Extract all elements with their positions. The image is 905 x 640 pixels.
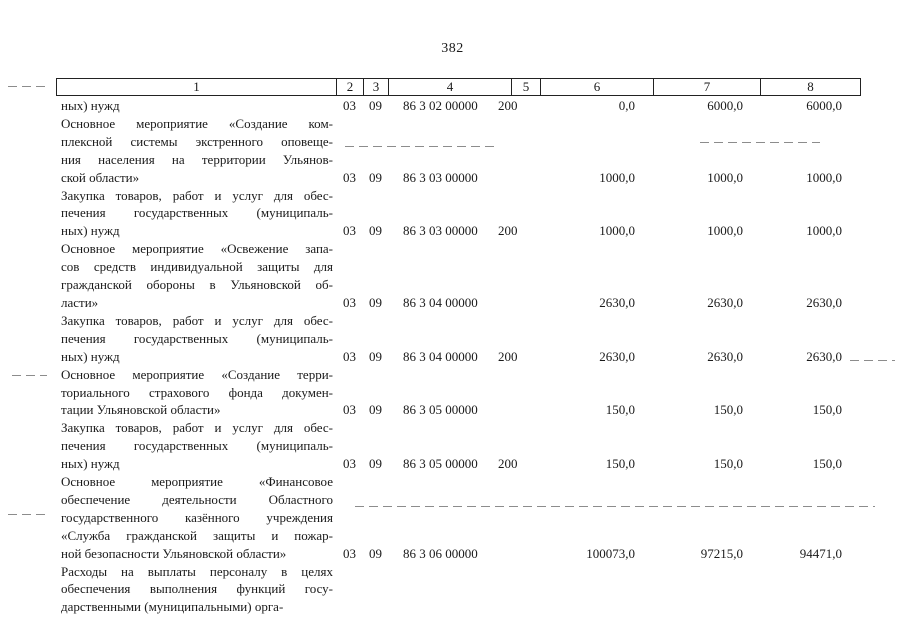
amount-col-8: 1000,0: [806, 169, 842, 185]
amount-col-6: 100073,0: [586, 545, 635, 561]
amount-col-7: 6000,0: [707, 98, 743, 113]
target-article-code: 86 3 04 00000: [403, 294, 478, 310]
table-row: [0, 97, 905, 115]
amount-col-8: 2630,0: [806, 348, 842, 364]
amount-col-6: 2630,0: [599, 348, 635, 364]
row-description: [61, 97, 333, 115]
row-description: [61, 240, 333, 312]
description-line: Основное мероприятие «Освежение запа-: [61, 241, 333, 257]
column-header-4: 4: [389, 79, 512, 96]
scan-artifact-line: [355, 506, 875, 507]
amount-col-7: 2630,0: [707, 348, 743, 364]
scan-artifact-line: [8, 514, 48, 515]
row-description: [61, 419, 333, 473]
table-row: [0, 473, 905, 563]
description-line: Закупка товаров, работ и услуг для обес-: [61, 187, 333, 203]
amount-col-6: 0,0: [618, 98, 635, 113]
amount-col-6: 1000,0: [599, 223, 635, 239]
target-article-code: 86 3 05 00000: [403, 402, 478, 418]
expense-type-code: 200: [498, 223, 518, 239]
column-header-3: 3: [364, 79, 389, 96]
amount-col-7: 1000,0: [707, 223, 743, 239]
description-line: ласти»: [61, 294, 99, 310]
section-code: 03: [343, 98, 356, 113]
table-row: [0, 115, 905, 187]
description-line: гражданской обороны в Ульяновской об-: [61, 277, 333, 293]
amount-col-8: 2630,0: [806, 294, 842, 310]
column-header-table: [56, 78, 861, 96]
subsection-code: 09: [369, 456, 382, 472]
description-line: ных) нужд: [61, 348, 120, 364]
table-row: [0, 312, 905, 366]
description-line: Закупка товаров, работ и услуг для обес-: [61, 420, 333, 436]
description-line: государственного казённого учреждения: [61, 509, 333, 525]
row-description: [61, 473, 333, 563]
target-article-code: 86 3 02 00000: [403, 98, 478, 113]
table-row: [0, 187, 905, 241]
amount-col-6: 2630,0: [599, 294, 635, 310]
section-code: 03: [343, 169, 356, 185]
description-line: «Служба гражданской защиты и пожар-: [61, 527, 333, 543]
description-line: тации Ульяновской области»: [61, 402, 221, 418]
description-line: обеспечения выполнения функций госу-: [61, 581, 333, 597]
row-description: [61, 366, 333, 420]
expense-type-code: 200: [498, 456, 518, 472]
description-line: печения государственных (муниципаль-: [61, 438, 333, 454]
column-header-8: 8: [761, 79, 861, 96]
subsection-code: 09: [369, 348, 382, 364]
column-header-row: [57, 79, 861, 96]
row-description: [61, 115, 333, 187]
description-line: ных) нужд: [61, 98, 120, 113]
table-row: [0, 240, 905, 312]
target-article-code: 86 3 04 00000: [403, 348, 478, 364]
amount-col-7: 97215,0: [700, 545, 743, 561]
amount-col-6: 150,0: [605, 402, 635, 418]
description-line: Основное мероприятие «Создание терри-: [61, 366, 333, 382]
description-line: печения государственных (муниципаль-: [61, 205, 333, 221]
description-line: сов средств индивидуальной защиты для: [61, 259, 333, 275]
section-code: 03: [343, 348, 356, 364]
expense-type-code: 200: [498, 348, 518, 364]
column-header-7: 7: [654, 79, 761, 96]
amount-col-8: 150,0: [812, 456, 842, 472]
table-row: [0, 563, 905, 617]
amount-col-7: 150,0: [713, 402, 743, 418]
section-code: 03: [343, 402, 356, 418]
target-article-code: 86 3 06 00000: [403, 545, 478, 561]
description-line: Расходы на выплаты персоналу в целях: [61, 563, 333, 579]
description-line: ториального страхового фонда докумен-: [61, 384, 333, 400]
budget-table-body: [0, 97, 905, 616]
row-description: [61, 312, 333, 366]
section-code: 03: [343, 223, 356, 239]
description-line: ской области»: [61, 169, 140, 185]
subsection-code: 09: [369, 294, 382, 310]
description-line: Закупка товаров, работ и услуг для обес-: [61, 312, 333, 328]
amount-col-8: 94471,0: [799, 545, 842, 561]
subsection-code: 09: [369, 169, 382, 185]
expense-type-code: 200: [498, 98, 518, 113]
amount-col-7: 1000,0: [707, 169, 743, 185]
page-number: 382: [441, 41, 464, 56]
row-description: [61, 187, 333, 241]
scan-artifact-line: [12, 375, 47, 376]
description-line: ных) нужд: [61, 223, 120, 239]
scan-artifact-line: [8, 86, 48, 87]
description-line: дарственными (муниципальными) орга-: [61, 599, 284, 615]
column-header-2: 2: [337, 79, 364, 96]
column-header-5: 5: [512, 79, 541, 96]
amount-col-6: 150,0: [605, 456, 635, 472]
description-line: плексной системы экстренного оповеще-: [61, 133, 333, 149]
amount-col-8: 150,0: [812, 402, 842, 418]
scan-artifact-line: [345, 146, 495, 147]
scan-artifact-line: [850, 360, 895, 361]
description-line: Основное мероприятие «Финансовое: [61, 474, 333, 490]
description-line: ной безопасности Ульяновской области»: [61, 545, 287, 561]
section-code: 03: [343, 456, 356, 472]
amount-col-7: 150,0: [713, 456, 743, 472]
description-line: обеспечение деятельности Областного: [61, 491, 333, 507]
amount-col-6: 1000,0: [599, 169, 635, 185]
column-header-6: 6: [541, 79, 654, 96]
amount-col-7: 2630,0: [707, 294, 743, 310]
target-article-code: 86 3 03 00000: [403, 169, 478, 185]
table-row: [0, 419, 905, 473]
scan-artifact-line: [700, 142, 820, 143]
table-row: [0, 366, 905, 420]
section-code: 03: [343, 294, 356, 310]
subsection-code: 09: [369, 223, 382, 239]
subsection-code: 09: [369, 98, 382, 113]
target-article-code: 86 3 03 00000: [403, 223, 478, 239]
row-description: [61, 563, 333, 617]
subsection-code: 09: [369, 545, 382, 561]
target-article-code: 86 3 05 00000: [403, 456, 478, 472]
description-line: печения государственных (муниципаль-: [61, 330, 333, 346]
subsection-code: 09: [369, 402, 382, 418]
amount-col-8: 1000,0: [806, 223, 842, 239]
amount-col-8: 6000,0: [806, 98, 842, 113]
description-line: ных) нужд: [61, 456, 120, 472]
description-line: ния населения на территории Ульянов-: [61, 151, 333, 167]
description-line: Основное мероприятие «Создание ком-: [61, 115, 333, 131]
section-code: 03: [343, 545, 356, 561]
column-header-1: 1: [57, 79, 337, 96]
